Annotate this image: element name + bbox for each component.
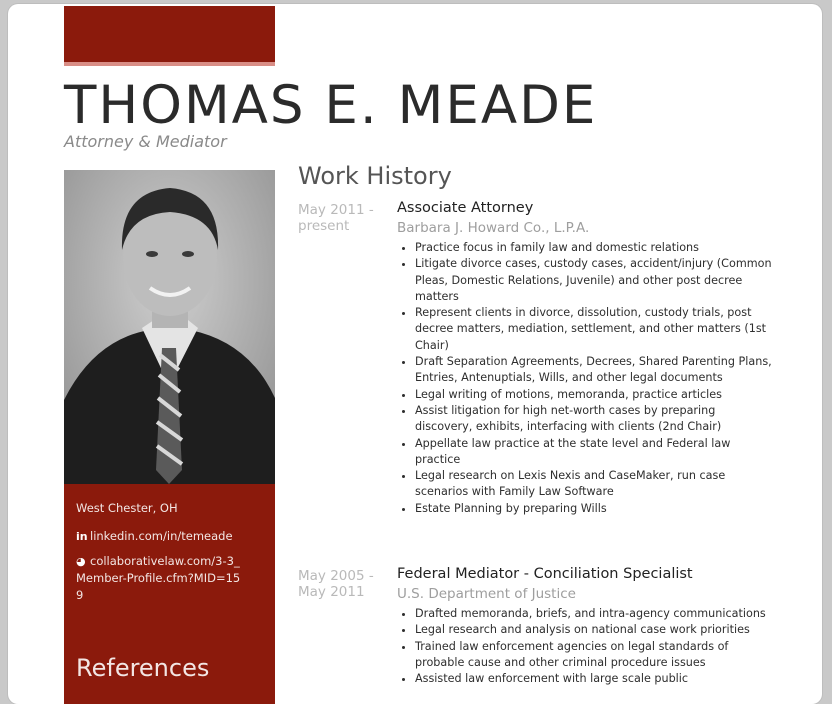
- globe-icon: ◕: [76, 555, 86, 568]
- header-accent-line: [64, 62, 275, 66]
- job-employer: U.S. Department of Justice: [397, 586, 576, 602]
- duty-item: • Practice focus in family law and domestic relations: [415, 240, 775, 256]
- linkedin-link[interactable]: [76, 528, 233, 545]
- job-employer: Barbara J. Howard Co., L.P.A.: [397, 220, 590, 236]
- job-title: Associate Attorney: [397, 200, 534, 216]
- duty-item: • Trained law enforcement agencies on legal standards of probable cause and other criminal procedure issues: [415, 639, 775, 672]
- duty-item: • Assist litigation for high net-worth cases by preparing discovery, exhibits, interfacing with clients (2nd Chair): [415, 403, 775, 436]
- job-duties-list: [397, 606, 775, 687]
- duty-item: • Assisted law enforcement with large scale public: [415, 671, 775, 687]
- job-title: Federal Mediator - Conciliation Specialist: [397, 566, 693, 582]
- person-subtitle: Attorney & Mediator: [64, 132, 227, 151]
- references-heading: References: [76, 654, 210, 682]
- duty-item: • Legal research and analysis on national case work priorities: [415, 622, 775, 638]
- website-link[interactable]: [76, 553, 246, 604]
- job-dates: May 2005 - May 2011: [298, 568, 374, 600]
- linkedin-url[interactable]: linkedin.com/in/temeade: [90, 529, 233, 543]
- location-text: West Chester, OH: [76, 501, 178, 515]
- profile-photo: [64, 170, 275, 484]
- person-name: THOMAS E. MEADE: [64, 75, 598, 136]
- linkedin-icon: in: [76, 530, 88, 543]
- duty-item: • Litigate divorce cases, custody cases, accident/injury (Common Pleas, Domestic Relations, Juvenile) and other post decree matters: [415, 256, 775, 305]
- resume-page: [8, 4, 822, 704]
- sidebar: [64, 170, 275, 704]
- job-dates: May 2011 - present: [298, 202, 374, 234]
- duty-item: • Drafted memoranda, briefs, and intra-agency communications: [415, 606, 775, 622]
- header-color-band: [64, 6, 275, 62]
- duty-item: • Legal research on Lexis Nexis and CaseMaker, run case scenarios with Family Law Software: [415, 468, 775, 501]
- duty-item: • Legal writing of motions, memoranda, practice articles: [415, 387, 775, 403]
- duty-item: • Estate Planning by preparing Wills: [415, 501, 775, 517]
- duty-item: • Appellate law practice at the state level and Federal law practice: [415, 436, 775, 469]
- website-url[interactable]: collaborativelaw.com/3-3_Member-Profile.cfm?MID=159: [76, 554, 241, 602]
- job-duties-list: [397, 240, 775, 517]
- duty-item: • Represent clients in divorce, dissolution, custody trials, post decree matters, mediation, settlement, and other matters (1st Chair): [415, 305, 775, 354]
- work-history-title: Work History: [298, 162, 452, 190]
- duty-item: • Draft Separation Agreements, Decrees, Shared Parenting Plans, Entries, Antenuptials, Wills, and other legal documents: [415, 354, 775, 387]
